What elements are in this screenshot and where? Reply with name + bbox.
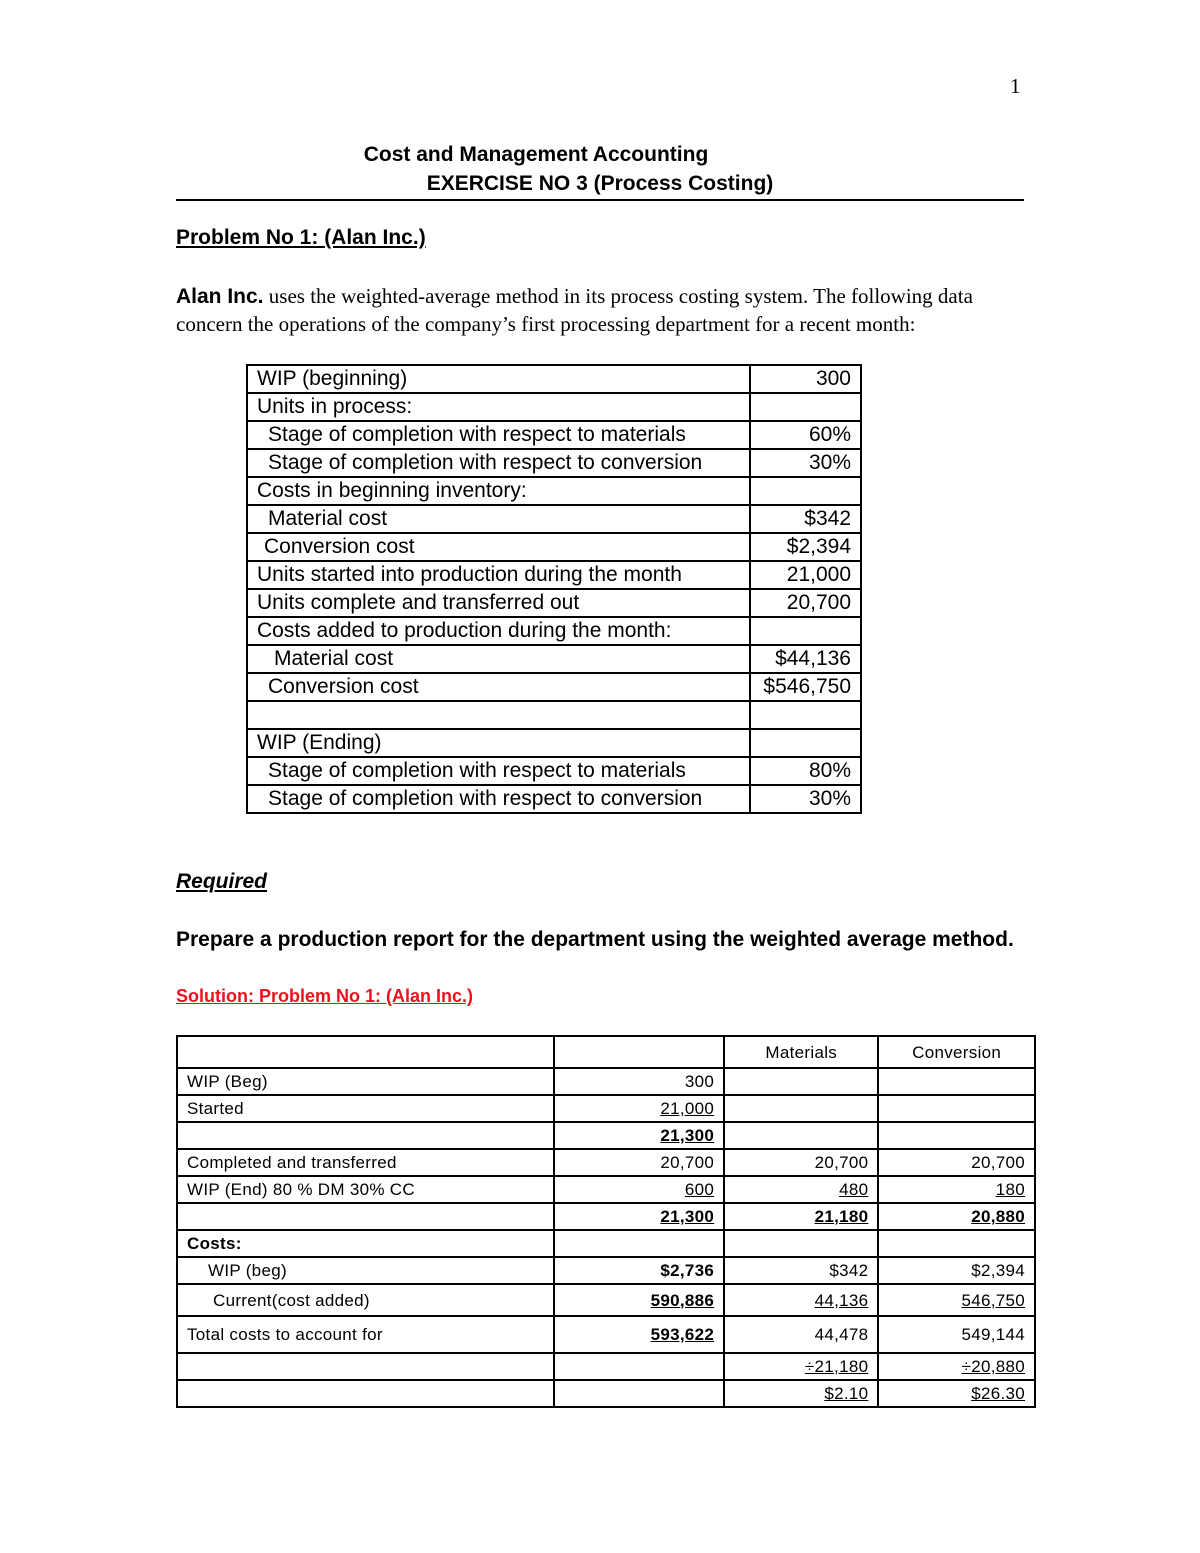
solution-row [177,1122,1035,1149]
data-value [750,729,861,757]
data-label: WIP (beginning) [247,365,750,393]
header-materials: Materials [724,1036,878,1068]
solution-cell: Started [177,1095,554,1122]
data-row [247,393,861,421]
solution-cell: 21,300 [660,1207,715,1226]
solution-cell [554,1353,724,1380]
data-row [247,477,861,505]
solution-cell [724,1095,878,1122]
solution-cell: ÷21,180 [804,1357,869,1376]
data-row [247,449,861,477]
solution-cell [177,1203,554,1230]
data-label: Units in process: [247,393,750,421]
solution-cell [554,1380,724,1407]
solution-cell: 300 [554,1068,724,1095]
data-label: Costs in beginning inventory: [247,477,750,505]
data-label: Stage of completion with respect to materials [247,421,750,449]
solution-cell [724,1122,878,1149]
data-value: $2,394 [750,533,861,561]
solution-heading: Solution: Problem No 1: (Alan Inc.) [176,986,473,1006]
solution-cell: 549,144 [878,1316,1035,1353]
solution-cell: $2.10 [824,1384,869,1403]
data-label: Units complete and transferred out [247,589,750,617]
document-subtitle: EXERCISE NO 3 (Process Costing) [426,172,774,195]
solution-cell: $2,394 [878,1257,1035,1284]
data-row [247,617,861,645]
intro-text: uses the weighted-average method in its process costing system. The following data concern the operations of the company’s first processing department for a recent month: [176,284,973,336]
problem-heading: Problem No 1: (Alan Inc.) [176,226,426,249]
data-row [247,421,861,449]
data-value [750,477,861,505]
solution-cell: $2,736 [554,1257,724,1284]
data-row [247,505,861,533]
intro-paragraph [176,283,1026,338]
solution-cell [177,1353,554,1380]
data-row [247,533,861,561]
data-row [247,701,861,729]
data-label: Material cost [247,645,750,673]
data-value: 80% [750,757,861,785]
data-row [247,757,861,785]
solution-cell: 480 [839,1180,869,1199]
data-value: 60% [750,421,861,449]
solution-row [177,1230,1035,1257]
solution-cell [177,1380,554,1407]
company-name: Alan Inc. [176,285,264,308]
data-row [247,589,861,617]
data-value: 30% [750,449,861,477]
data-label: WIP (Ending) [247,729,750,757]
solution-cell [878,1095,1035,1122]
data-row [247,365,861,393]
solution-row [177,1095,1035,1122]
solution-cell: 593,622 [650,1325,715,1344]
solution-table [176,1035,1036,1408]
document-title: Cost and Management Accounting [363,143,709,166]
data-value [750,617,861,645]
solution-cell: 20,700 [724,1149,878,1176]
solution-cell [878,1230,1035,1257]
header-conversion: Conversion [878,1036,1035,1068]
solution-cell [177,1122,554,1149]
data-label: Stage of completion with respect to materials [247,757,750,785]
data-row [247,785,861,813]
solution-cell [878,1122,1035,1149]
solution-cell [878,1068,1035,1095]
data-label: Conversion cost [247,673,750,701]
solution-cell: WIP (Beg) [177,1068,554,1095]
solution-row [177,1176,1035,1203]
solution-header-row [177,1036,1035,1068]
data-value: 30% [750,785,861,813]
solution-cell: WIP (End) 80 % DM 30% CC [177,1176,554,1203]
title-divider [176,199,1024,201]
solution-row [177,1068,1035,1095]
instruction-text: Prepare a production report for the department using the weighted average method. [176,928,1014,951]
solution-row [177,1380,1035,1407]
solution-cell: 44,136 [814,1290,869,1310]
solution-cell: Current(cost added) [177,1284,554,1316]
solution-row [177,1203,1035,1230]
solution-cell: $26.30 [971,1384,1025,1403]
header-cell [554,1036,724,1068]
solution-cell [724,1230,878,1257]
solution-row [177,1284,1035,1316]
data-label: Units started into production during the month [247,561,750,589]
data-row [247,561,861,589]
solution-cell: 20,700 [878,1149,1035,1176]
data-value: $342 [750,505,861,533]
data-value [750,701,861,729]
solution-cell: 21,300 [660,1126,715,1145]
data-label: Costs added to production during the month: [247,617,750,645]
header-cell [177,1036,554,1068]
data-value: 21,000 [750,561,861,589]
data-value: $546,750 [750,673,861,701]
solution-cell: 546,750 [961,1290,1025,1310]
solution-cell: WIP (beg) [177,1257,554,1284]
data-value: 300 [750,365,861,393]
data-label: Stage of completion with respect to conversion [247,449,750,477]
solution-cell: 590,886 [650,1290,715,1310]
data-label [247,701,750,729]
problem-data-table [246,364,862,814]
solution-cell [554,1230,724,1257]
data-row [247,729,861,757]
solution-cell: 20,880 [971,1207,1025,1226]
solution-cell: 44,478 [724,1316,878,1353]
required-heading: Required [176,870,268,893]
solution-row [177,1353,1035,1380]
solution-row [177,1316,1035,1353]
data-label: Conversion cost [247,533,750,561]
data-row [247,673,861,701]
data-value: 20,700 [750,589,861,617]
solution-cell: Costs: [177,1230,554,1257]
page-number: 1 [1010,74,1021,98]
solution-cell: 21,000 [660,1099,715,1118]
solution-cell: 21,180 [814,1207,869,1226]
data-label: Stage of completion with respect to conversion [247,785,750,813]
data-label: Material cost [247,505,750,533]
solution-cell: Completed and transferred [177,1149,554,1176]
solution-row [177,1149,1035,1176]
solution-cell: 180 [995,1180,1025,1199]
data-value: $44,136 [750,645,861,673]
solution-cell: $342 [724,1257,878,1284]
solution-cell: ÷20,880 [961,1357,1025,1376]
solution-cell: Total costs to account for [177,1316,554,1353]
solution-row [177,1257,1035,1284]
data-value [750,393,861,421]
solution-cell: 20,700 [554,1149,724,1176]
data-row [247,645,861,673]
solution-cell [724,1068,878,1095]
solution-cell: 600 [684,1180,715,1199]
